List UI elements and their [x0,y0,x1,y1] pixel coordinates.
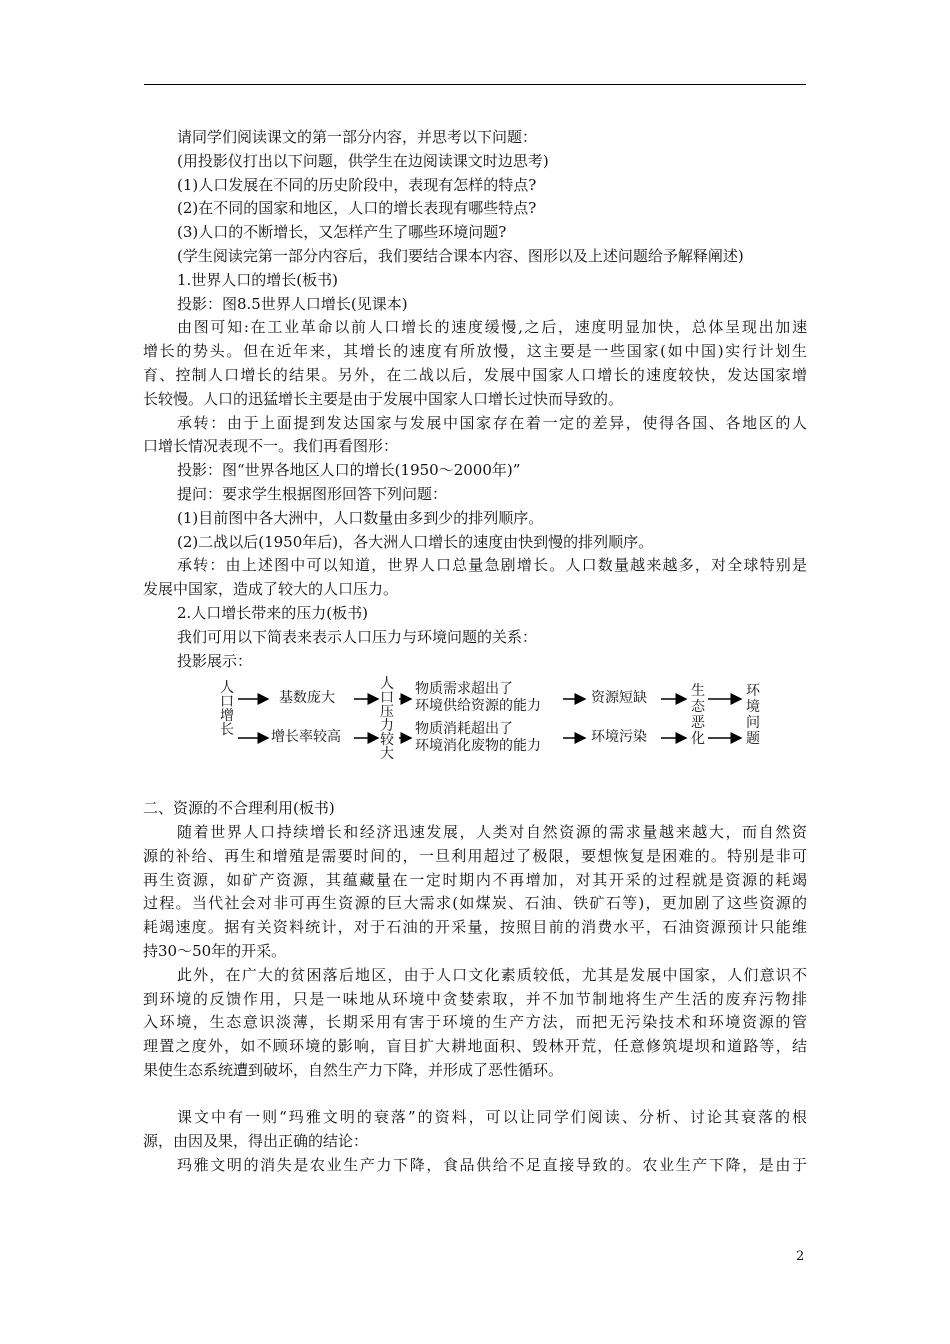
text-line: (1)目前图中各大洲中，人口数量由多到少的排列顺序。 [177,508,544,527]
section-heading: 1.世界人口的增长(板书) [177,270,339,289]
text-line: 承转：由于上面提到发达国家与发展中国家存在着一定的差异，使得各国、各地区的人 [177,413,807,432]
node-consumption-line2: 环境消化废物的能力 [415,738,541,755]
text-line: 随着世界人口持续增长和经济迅速发展，人类对自然资源的需求量越来越大，而自然资 [177,822,807,841]
text-line: (1)人口发展在不同的历史阶段中，表现有怎样的特点? [177,175,537,194]
text-line: (2)在不同的国家和地区，人口的增长表现有哪些特点? [177,199,537,218]
text-line: 玛雅文明的消失是农业生产力下降，食品供给不足直接导致的。农业生产下降，是由于 [177,1156,807,1175]
text-line: 承转：由上述图中可以知道，世界人口总量急剧增长。人口数量越来越多，对全球特别是 [177,556,807,575]
text-line: 源，由因及果，得出正确的结论： [143,1132,369,1151]
text-line: 过程。当代社会对非可再生资源的巨大需求(如煤炭、石油、铁矿石等)，更加剧了这些资源的 [143,894,807,913]
node-resource-shortage: 资源短缺 [591,690,647,707]
text-line: 再生资源，如矿产资源，其蕴藏量在一定时期内不再增加，对其开采的过程就是资源的耗竭 [143,870,807,889]
text-line: (2)二战以后(1950年后)，各大洲人口增长的速度由快到慢的排列顺序。 [177,532,654,551]
text-line: 理置之度外，如不顾环境的影响，盲目扩大耕地面积、毁林开荒，任意修筑堤坝和道路等，结 [143,1037,807,1056]
text-line: 课文中有一则“玛雅文明的衰落”的资料，可以让同学们阅读、分析、讨论其衰落的根 [177,1108,807,1127]
text-line: 投影：图“世界各地区人口的增长(1950～2000年)” [177,461,521,480]
text-line: 到环境的反馈作用，只是一味地从环境中贪婪索取，并不加节制地将生产生活的废弃污物排 [143,989,807,1008]
text-line: 耗竭速度。据有关资料统计，对于石油的开采量，按照目前的消费水平，石油资源预计只能维 [143,918,807,937]
text-line: 长较慢。人口的迅猛增长主要是由于发展中国家人口增长过快而导致的。 [143,389,624,408]
document-body [143,126,807,1178]
population-pressure-diagram [143,677,807,773]
text-line: 育、控制人口增长的结果。另外，在二战以后，发展中国家人口增长的速度较快，发达国家增 [143,365,807,384]
text-line: 果使生态系统遭到破坏，自然生产力下降，并形成了恶性循环。 [143,1060,564,1079]
node-env-pollution: 环境污染 [591,729,647,746]
node-env-problems: 环境问题 [746,683,760,748]
header-rule [144,84,806,85]
text-line: 此外，在广大的贫困落后地区，由于人口文化素质较低，尤其是发展中国家，人们意识不 [177,965,807,984]
text-line: 发展中国家，造成了较大的人口压力。 [143,580,399,599]
node-high-growth-rate: 增长率较高 [271,729,341,746]
text-line: (学生阅读完第一部分内容后，我们要结合课本内容、图形以及上述问题给予解释阐述) [177,246,744,265]
text-line: 投影：图8.5世界人口增长(见课本) [177,294,408,313]
text-line: 入环境，生态意识淡薄，长期采用有害于环境的生产方法，而把无污染技术和环境资源的管 [143,1013,807,1032]
node-eco-deterioration: 生态恶化 [691,683,705,748]
text-line: 我们可用以下简表来表示人口压力与环境问题的关系： [177,627,538,646]
text-line: (3)人口的不断增长，又怎样产生了哪些环境问题? [177,223,507,242]
section-heading: 2.人口增长带来的压力(板书) [177,603,369,622]
text-line: 增长的势头。但在近年来，其增长的速度有所放慢，这主要是一些国家(如中国)实行计划生 [143,342,807,361]
node-demand-line2: 环境供给资源的能力 [415,698,541,715]
text-line: 持30～50年的开采。 [143,941,287,960]
node-population-pressure: 人口压力较大 [380,676,394,763]
node-consumption-line1: 物质消耗超出了 [415,721,513,738]
node-large-base: 基数庞大 [279,690,335,707]
text-line: 提问：要求学生根据图形回答下列问题： [177,484,448,503]
node-demand-line1: 物质需求超出了 [415,681,513,698]
text-line: (用投影仪打出以下问题，供学生在边阅读课文时边思考) [177,151,549,170]
text-line: 口增长情况表现不一。我们再看图形： [143,437,399,456]
text-line: 由图可知:在工业革命以前人口增长的速度缓慢,之后，速度明显加快，总体呈现出加速 [177,318,807,337]
text-line: 请同学们阅读课文的第一部分内容，并思考以下问题： [177,128,538,146]
text-line: 投影展示： [177,651,253,670]
section-heading: 二、资源的不合理利用(板书) [143,799,335,818]
text-line: 源的补给、再生和增殖是需要时间的，一旦利用超过了极限，要想恢复是困难的。特别是非可 [143,846,807,865]
page-number: 2 [796,1249,805,1264]
node-population-growth: 人口增长 [220,680,234,739]
